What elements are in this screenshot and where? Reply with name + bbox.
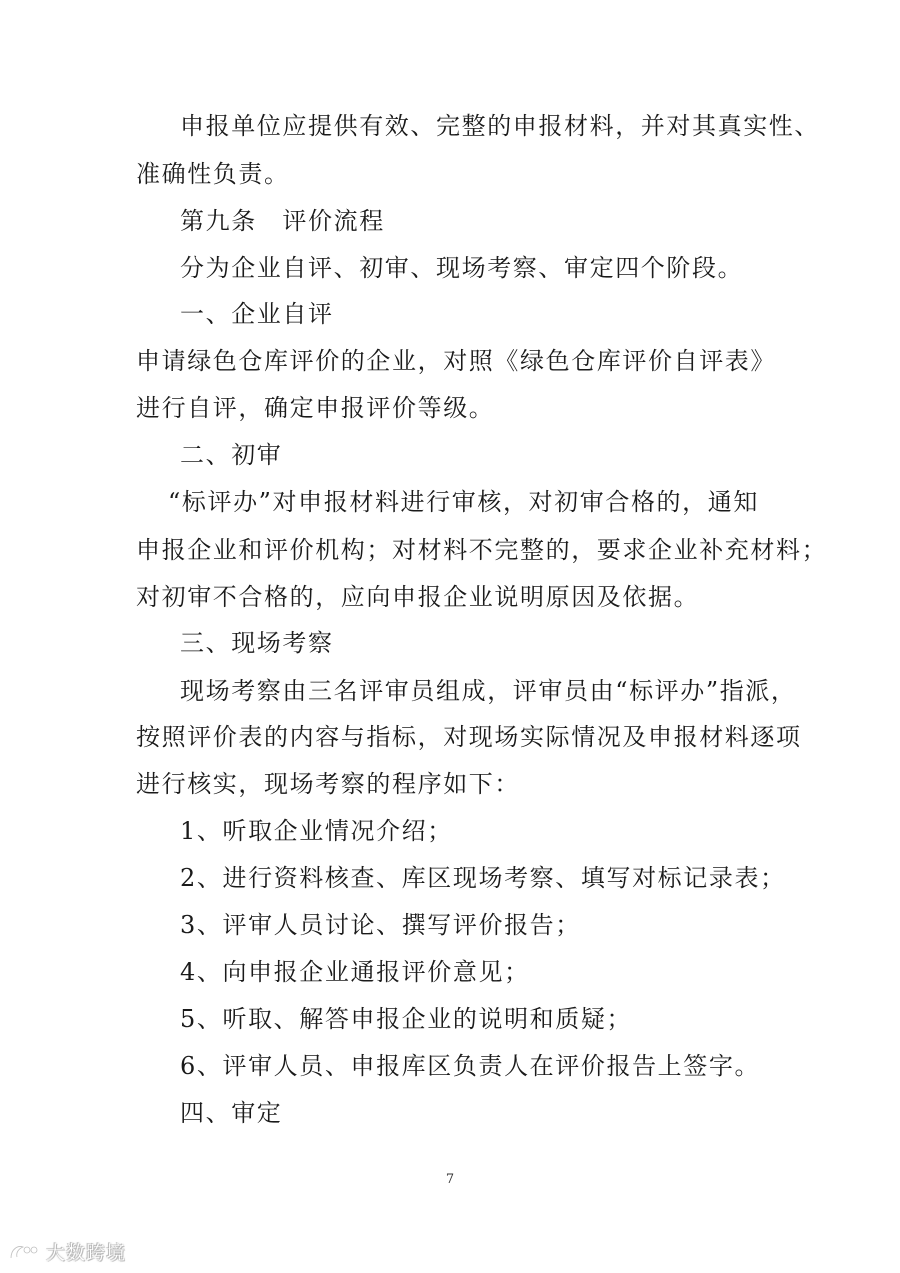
list-item: 6、评审人员、申报库区负责人在评价报告上签字。 [180,1052,761,1080]
paragraph-line: 分为企业自评、初审、现场考察、审定四个阶段。 [180,254,744,282]
list-item: 2、进行资料核查、库区现场考察、填写对标记录表； [180,864,786,892]
list-item: 3、评审人员讨论、撰写评价报告； [180,911,581,939]
paragraph-line: 进行核实，现场考察的程序如下： [136,770,520,798]
page-number: 7 [445,1172,455,1187]
paragraph-line: 现场考察由三名评审员组成，评审员由“标评办”指派， [180,677,797,705]
paragraph-line: 按照评价表的内容与指标，对现场实际情况及申报材料逐项 [136,723,802,751]
watermark [8,1238,126,1265]
paragraph-line: 申请绿色仓库评价的企业，对照《绿色仓库评价自评表》 [136,347,776,375]
list-item: 4、向申报企业通报评价意见； [180,958,530,986]
paragraph-line: 申报企业和评价机构；对材料不完整的，要求企业补充材料； [136,536,828,564]
list-item: 5、听取、解答申报企业的说明和质疑； [180,1005,633,1033]
paragraph-line: 申报单位应提供有效、完整的申报材料，并对其真实性、 [180,112,820,140]
paragraph-line: 准确性负责。 [136,160,290,188]
watermark-text: 大数跨境 [46,1242,127,1264]
article-heading: 第九条 评价流程 [180,207,385,235]
section-heading: 三、现场考察 [180,629,334,657]
brand-logo-icon [8,1241,40,1263]
paragraph-line: 对初审不合格的，应向申报企业说明原因及依据。 [136,583,700,611]
paragraph-line: “标评办”对申报材料进行审核，对初审合格的，通知 [168,488,759,516]
section-heading: 二、初审 [180,441,283,469]
section-heading: 四、审定 [180,1099,283,1127]
list-item: 1、听取企业情况介绍； [180,817,453,845]
paragraph-line: 进行自评，确定申报评价等级。 [136,394,495,422]
section-heading: 一、企业自评 [180,300,334,328]
